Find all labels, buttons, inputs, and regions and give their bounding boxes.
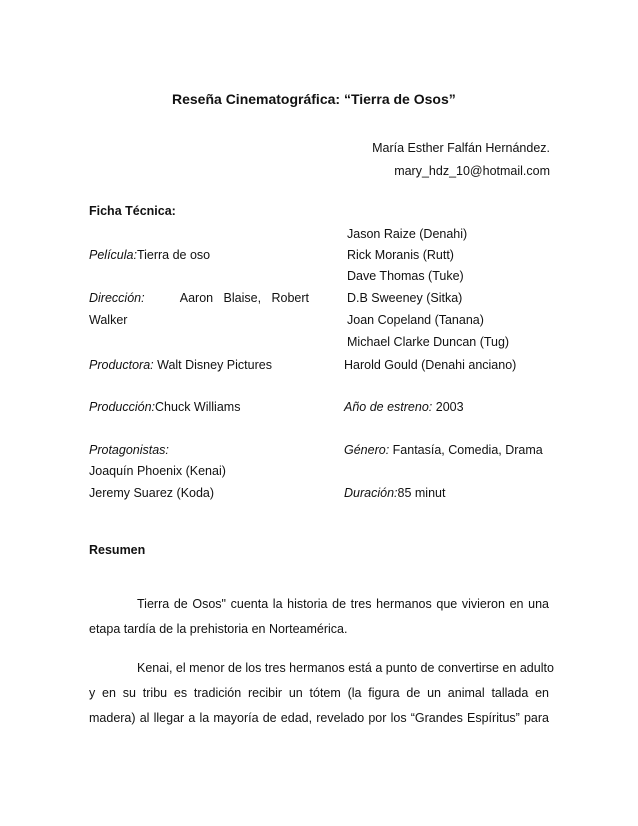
protagonistas-label: Protagonistas: — [89, 443, 169, 457]
reparto-item: Dave Thomas (Tuke) — [347, 269, 464, 283]
paragraph-line: y en su tribu es tradición recibir un tótem (la figura de un animal tallada en — [89, 686, 549, 700]
direccion-label: Dirección: — [89, 291, 145, 305]
duracion-label: Duración: — [344, 486, 398, 500]
produccion-label: Producción: — [89, 400, 156, 414]
paragraph-line: Kenai, el menor de los tres hermanos está a punto de convertirse en adulto — [137, 661, 554, 675]
ficha-heading: Ficha Técnica: — [89, 204, 176, 218]
genero-line — [344, 443, 543, 457]
reparto-item: Harold Gould (Denahi anciano) — [344, 358, 517, 372]
estreno-line — [344, 400, 464, 414]
reparto-item: Jason Raize (Denahi) — [347, 227, 468, 241]
protagonista-item: Jeremy Suarez (Koda) — [89, 486, 215, 500]
paragraph-line: etapa tardía de la prehistoria en Norteamérica. — [89, 622, 348, 636]
productora-label: Productora: — [89, 358, 154, 372]
productora-value: Walt Disney Pictures — [157, 358, 272, 372]
genero-label: Género: — [344, 443, 390, 457]
direccion-value-cont: Walker — [89, 313, 128, 327]
paragraph-line: madera) al llegar a la mayoría de edad, revelado por los “Grandes Espíritus” para — [89, 711, 549, 725]
genero-value: Fantasía, Comedia, Drama — [392, 443, 543, 457]
reparto-item: Michael Clarke Duncan (Tug) — [347, 335, 510, 349]
pelicula-value: Tierra de oso — [136, 248, 211, 262]
duracion-line — [344, 486, 445, 500]
author-name: María Esther Falfán Hernández. — [372, 141, 550, 155]
document-title: Reseña Cinematográfica: “Tierra de Osos” — [172, 91, 456, 107]
paragraph-line: Tierra de Osos" cuenta la historia de tres hermanos que vivieron en una — [137, 597, 549, 611]
estreno-label: Año de estreno: — [344, 400, 433, 414]
resumen-heading: Resumen — [89, 543, 146, 557]
produccion-value: Chuck Williams — [155, 400, 241, 414]
pelicula-label: Película: — [89, 248, 137, 262]
resumen-paragraph-2 — [89, 656, 554, 731]
produccion-line — [89, 400, 240, 414]
resumen-paragraph-1 — [89, 592, 549, 642]
reparto-item: Joan Copeland (Tanana) — [347, 313, 484, 327]
reparto-item: Rick Moranis (Rutt) — [347, 248, 454, 262]
estreno-value: 2003 — [435, 400, 464, 414]
duracion-value: 85 minut — [397, 486, 446, 500]
author-email: mary_hdz_10@hotmail.com — [394, 164, 550, 178]
direccion-value: Aaron Blaise, Robert — [179, 291, 309, 305]
protagonista-item: Joaquín Phoenix (Kenai) — [89, 464, 226, 478]
productora-line — [89, 358, 272, 372]
pelicula-line — [89, 248, 210, 262]
reparto-item: D.B Sweeney (Sitka) — [347, 291, 463, 305]
direccion-line — [89, 291, 309, 305]
